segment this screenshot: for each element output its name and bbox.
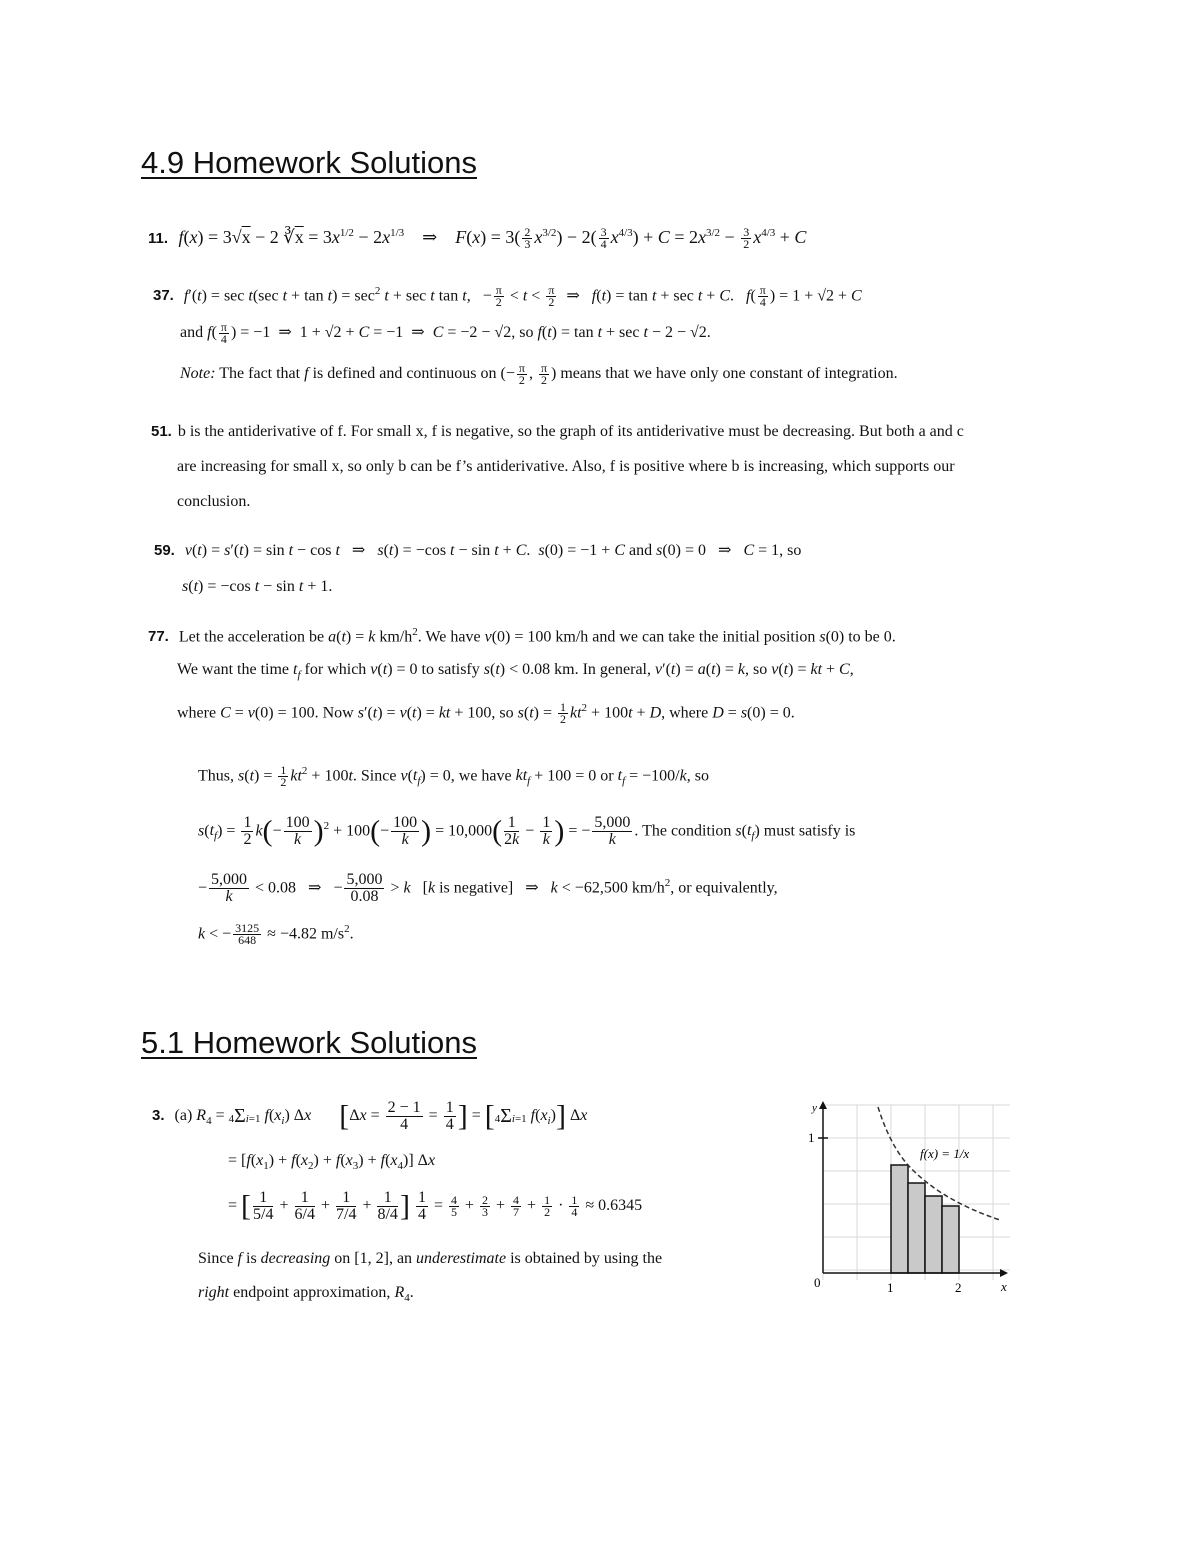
problem-77-line-7: k < − $\frac{3125}{648}$ ≈ −4.82 $m/s^2$. bbox=[198, 921, 354, 948]
problem-3-line-1: 3. (a) $R_4 = 4\Sigma i=1$ $f(x_i)$ Δx [Δx = $\frac{2 - 1}{4}$ = $\frac{1}{4}$ ] = [4Σi=1 $f(x_i)$] Δx bbox=[152, 1098, 588, 1133]
problem-37-line-2: and f( $\frac{\pi}{4}$ ) = −1 ⇒ 1 + √2 + C = −1 ⇒ C = −2 − √2, so f(t) = tan t + sec t − 2 − √2. bbox=[180, 320, 711, 346]
curve-label: f(x) = 1/x bbox=[920, 1146, 970, 1161]
problem-77-line-6: − $\frac{5,000}{k}$ < 0.08 ⇒ − $\frac{5,000}{0.08}$ > k [k is negative] ⇒ k < −62,500 $km/h^2$, or equivalently, bbox=[198, 871, 778, 906]
problem-51-text-1: b is the antiderivative of f. For small x, f is negative, so the graph of its antiderivative must be decreasing. But both a and c bbox=[177, 423, 964, 440]
y-tick-label: 1 bbox=[808, 1130, 815, 1145]
problem-77-line-2: We want the time $t_f$ for which v(t) = 0 to satisfy s(t) < 0.08 km. In general, v′(t) = a(t) = k, so v(t) = kt + C, bbox=[177, 661, 854, 682]
problem-3-line-4: Since f is decreasing on [1, 2], an underestimate is obtained by using the bbox=[198, 1250, 663, 1267]
problem-number: 37. bbox=[153, 287, 174, 305]
problem-37-line-1: 37. f′(t) = sec t(sec $t + \tan t) = \sec^2 t + \sec t$ tan t, − $\frac{\pi}{2}$ < t < $\frac{\pi}{2}$ ⇒ f(t) = tan t + sec t + C. f( $\frac{\pi}{4}$ ) = 1 + √2 + C bbox=[153, 283, 862, 310]
problem-3-line-2: = $[f(x_1) + f(x_2) + f(x_3) + f(x_4)]$ Δx bbox=[228, 1152, 436, 1173]
origin-label: 0 bbox=[814, 1275, 821, 1290]
problem-part: (a) bbox=[174, 1107, 193, 1124]
rectangle-4 bbox=[942, 1206, 959, 1273]
section-heading-4-9: 4.9 Homework Solutions bbox=[141, 145, 477, 180]
note-label: Note: bbox=[180, 365, 216, 383]
problem-37-note: Note: The fact that f is defined and continuous on (− $\frac{\pi}{2}$ , $\frac{\pi}{2}$ ) means that we have only one constant of integration. bbox=[180, 361, 898, 387]
problem-77-line-1: 77. Let the acceleration be a(t) = k $km/h^2$. We have v(0) = 100 km/h and we can take the initial position s(0) to be 0. bbox=[148, 626, 896, 646]
problem-number: 51. bbox=[151, 423, 172, 440]
rectangle-1 bbox=[891, 1165, 908, 1273]
problem-number: 77. bbox=[148, 628, 169, 646]
problem-51-line-1 bbox=[151, 421, 964, 443]
problem-59-line-2: s(t) = −cos t − sin t + 1. bbox=[182, 578, 333, 595]
x-tick-label-2: 2 bbox=[955, 1280, 962, 1295]
x-tick-label-1: 1 bbox=[887, 1280, 894, 1295]
rectangle-3 bbox=[925, 1196, 942, 1273]
problem-51-line-3: conclusion. bbox=[177, 493, 251, 510]
problem-3-line-3: = [ $\frac{1}{5/4}$ + $\frac{1}{6/4}$ + $\frac{1}{7/4}$ + $\frac{1}{8/4}$ ] $\frac{1}{4}$ = $\frac{4}{5}$ + $\frac{2}{3}$ + $\frac{4}{7}$ + $\frac{1}{2}$ · $\frac{1}{4}$ ≈ 0.6345 bbox=[228, 1188, 643, 1223]
problem-77-line-3: where C = v(0) = 100. Now s′(t) = v(t) = kt + 100, so s(t) = $\frac{1}{2}$ $kt^2 + 100t + D$, where D = s(0) = 0. bbox=[177, 700, 795, 727]
problem-number: 11. bbox=[148, 230, 169, 247]
riemann-sum-graph bbox=[800, 1095, 1020, 1305]
problem-number: 3. bbox=[152, 1107, 165, 1124]
x-axis-label: x bbox=[1001, 1279, 1007, 1294]
problem-59-line-1: 59. v(t) = s′(t) = sin t − cos t ⇒ s(t) = −cos t − sin t + C. s(0) = −1 + C and s(0) = 0 ⇒ C = 1, so bbox=[154, 542, 802, 559]
y-axis-label: y bbox=[812, 1102, 817, 1114]
problem-77-line-4: Thus, s(t) = $\frac{1}{2}$ $kt^2 + 100t$. Since $v(t_f) = 0$, we have $kt_f + 100 = 0$ or $t_f = -100/k$, so bbox=[198, 763, 709, 790]
problem-11: 11. f(x) = 3√x − 2 $∛\overline{x} = 3x^{1/2} - 2x^{1/3}$ ⇒ F(x) = 3( $\frac{2}{3}$ $x^{3/2}) - 2$( $\frac{3}{4}$ $x^{4/3}) + C = 2x^{3/2}$ − $\frac{3}{2}$ $x^{4/3} + C$ bbox=[148, 225, 807, 252]
problem-51-line-2: are increasing for small x, so only b can be f’s antiderivative. Also, f is positive where b is increasing, which supports our bbox=[177, 458, 955, 475]
problem-number: 59. bbox=[154, 542, 175, 559]
section-heading-5-1: 5.1 Homework Solutions bbox=[141, 1025, 477, 1060]
problem-77-line-5: $s(t_f)$ = $\frac{1}{2}$ k(− $\frac{100}{k}$ )$^2$ + 100(− $\frac{100}{k}$ ) = 10,000( $\frac{1}{2k}$ − $\frac{1}{k}$ ) = − $\frac{5,000}{k}$ . The condition $s(t_f)$ must satisfy is bbox=[198, 814, 856, 849]
problem-3-line-5: right endpoint approximation, $R_4$. bbox=[198, 1284, 414, 1305]
rectangle-2 bbox=[908, 1183, 925, 1273]
